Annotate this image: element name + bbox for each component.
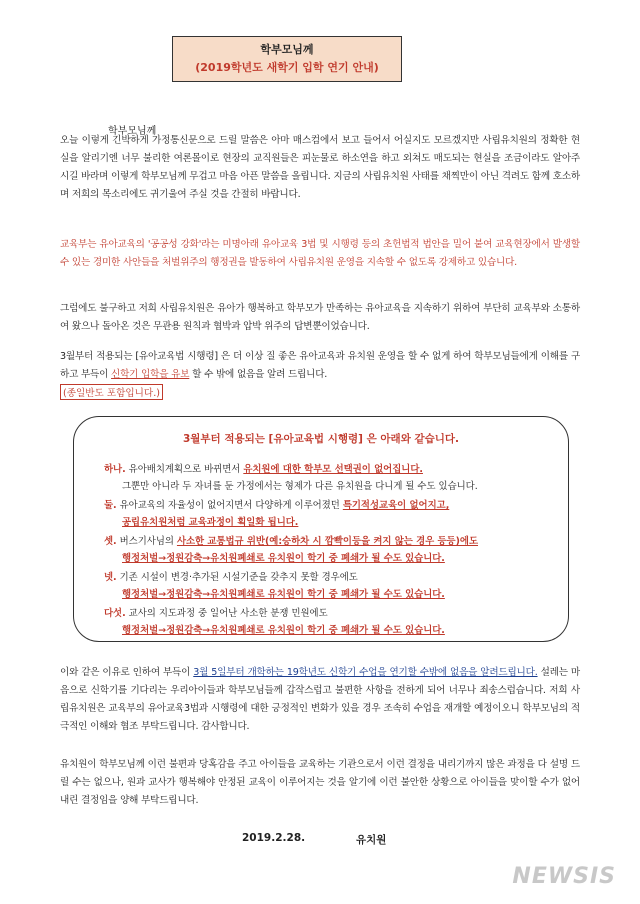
item-text: 유아교육의 자율성이 없어지면서 다양하게 이루어졌던 [116,500,343,511]
paragraph-5-a: 이와 같은 이유로 인하여 부득이 [60,667,194,678]
item-label: 넷. [104,572,117,583]
regulation-item-1 [104,461,554,495]
greeting: 학부모님께 [108,126,157,137]
regulation-item-3 [104,533,554,567]
item-text: 교사의 지도과정 중 일어난 사소한 분쟁 민원에도 [125,608,328,619]
item-highlight: 사소한 교통법규 위반(예:승하차 시 깜빡이등을 켜지 않는 경우 등등)에도 [176,536,479,547]
paragraph-6: 유치원이 학부모님께 이런 불편과 당혹감을 주고 아이들을 교육하는 기관으로서 이런 결정을 내리기까지 많은 과정을 다 설명 드릴 수는 없으나, 원과 교사가 행복해야 안정된 교육이 이루어지는 것을 알기에 이런 불안한 상황으로 아이들을 맞이할 수가 없어 내린 결정임을 양해 부탁드립니다. [60,759,580,806]
paragraph-4 [60,348,580,384]
signoff-date: 2019.2.28. [242,832,306,844]
item-label: 둘. [104,500,117,511]
item-label: 셋. [104,536,117,547]
paragraph-2: 교육부는 유아교육의 '공공성 강화'라는 미명아래 유아교육 3법 및 시행령 등의 초헌법적 법안을 밀어 붙여 교육현장에서 발생할 수 있는 경미한 사안들을 처벌위주의 행정권을 발동하여 사립유치원 운영을 지속할 수 없도록 강제하고 있습니다. [60,239,580,268]
item-text: 유아배치계획으로 바뀌면서 [125,464,244,475]
paragraph-1: 오늘 이렇게 긴박하게 가정통신문으로 드릴 말씀은 아마 매스컴에서 보고 들어서 어실지도 모르겠지만 사립유치원의 정확한 현실을 알리기엔 너무 불리한 여론몰이로 현장의 교직원들은 피눈물로 하소연을 하고 외쳐도 매도되는 현실을 조금이라도 알아주시길 바라며 이렇게 학부모님께 무겁고 마음 아픈 말씀을 올립니다. 지금의 사립유치원 사태를 채찍만이 아닌 격려도 함께 호소하며 저희의 목소리에도 귀기울여 주실 것을 간절히 바랍니다. [60,135,580,200]
note-badge: (종일반도 포함입니다.) [60,384,163,400]
title-box [172,36,402,82]
regulation-item-2 [104,497,554,531]
signoff-org: 유치원 [356,834,387,846]
item-text: 기존 시설이 변경·추가된 시설기준을 갖추지 못할 경우에도 [116,572,358,583]
paragraph-4-highlight: 신학기 입학을 유보 [111,369,190,380]
item-text: 버스기사님의 [116,536,177,547]
regulation-box [73,416,569,642]
item-highlight: 특기적성교육이 없어지고, [342,500,450,511]
regulation-box-title: 3월부터 적용되는 [유아교육법 시행령] 은 아래와 같습니다. [182,433,460,445]
item-label: 하나. [104,464,126,475]
regulation-item-4 [104,569,554,603]
paragraph-4-c: 할 수 밖에 없음을 알려 드립니다. [189,369,328,380]
paragraph-3: 그럼에도 불구하고 저희 사립유치원은 유아가 행복하고 학부모가 만족하는 유아교육을 지속하기 위하여 부단히 교육부와 소통하여 왔으나 돌아온 것은 무관용 원칙과 협박과 압박 위주의 답변뿐이었습니다. [60,303,580,332]
regulation-item-5 [104,605,554,639]
item-line2: 그뿐만 아니라 두 자녀를 둔 가정에서는 형제가 다른 유치원을 다니게 될 수도 있습니다. [122,481,478,492]
item-line2: 행정처벌→정원감축→유치원폐쇄로 유치원이 학기 중 폐쇄가 될 수도 있습니다. [122,589,445,600]
paragraph-4-a: 3월부터 적용되는 [유아교육법 시행령] 은 더 이상 질 좋은 유아교육과 유치원 운영을 할 수 없게 하여 학부모님들에게 이해를 구하고 부득이 [60,351,580,380]
item-line2: 공립유치원처럼 교육과정이 획일화 됩니다. [122,517,299,528]
title-line1: 학부모님께 [260,43,314,56]
title-line2: (2019학년도 새학기 입학 연기 안내) [195,61,379,74]
item-line2: 행정처벌→정원감축→유치원폐쇄로 유치원이 학기 중 폐쇄가 될 수도 있습니다. [122,553,445,564]
paragraph-5-highlight: 3월 5일부터 개학하는 19학년도 신학기 수업을 연기할 수밖에 없음을 알려드립니다. [193,667,538,678]
paragraph-5 [60,664,580,736]
item-label: 다섯. [104,608,126,619]
newsis-watermark: NEWSIS [512,864,616,889]
item-highlight: 유치원에 대한 학부모 선택권이 없어집니다. [243,464,423,475]
paragraph-5-c: 설레는 마음으로 신학기를 기다리는 우리아이들과 학부모님들께 갑작스럽고 불편한 사항을 전하게 되어 너무나 죄송스럽습니다. 저희 사립유치원은 교육부의 유아교육3법과 시행령에 대한 긍정적인 변화가 있을 경우 조속히 수업을 재개할 예정이오니 학부모님의 적극적인 이해와 협조 부탁드립니다. 감사합니다. [60,667,580,732]
item-line2: 행정처벌→정원감축→유치원폐쇄로 유치원이 학기 중 폐쇄가 될 수도 있습니다. [122,625,445,636]
